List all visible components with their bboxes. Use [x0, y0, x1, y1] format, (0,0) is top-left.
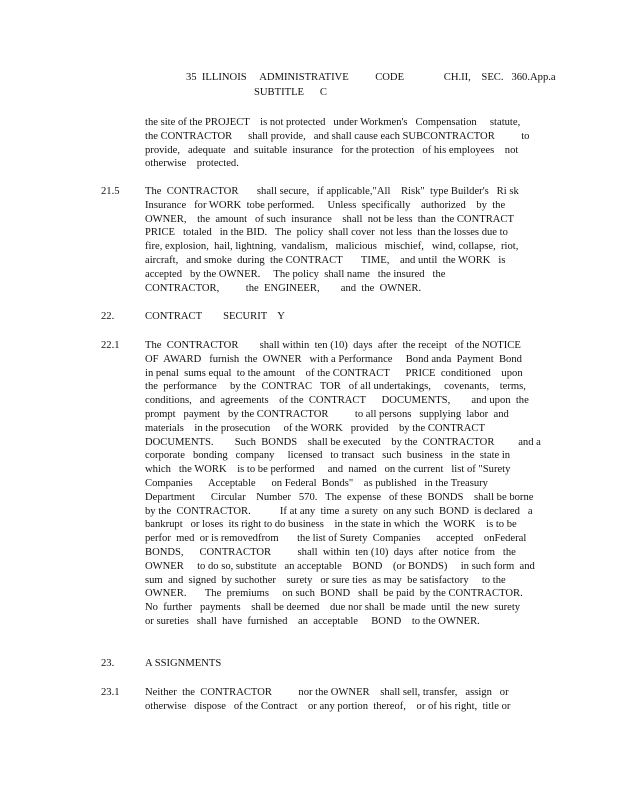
- text-line: the CONTRACTOR shall provide, and shall cause each SUBCONTRACTOR to: [145, 130, 530, 142]
- text-line: perfor med or is removedfrom the list of Surety Companies accepted onFederal: [145, 533, 527, 545]
- section-number-22: 22.: [101, 311, 115, 322]
- text-line: accepted by the OWNER. The policy shall name the insured the: [145, 268, 446, 280]
- text-line: OF AWARD furnish the OWNER with a Performance Bond anda Payment Bond: [145, 353, 522, 365]
- text-line: provide, adequate and suitable insurance for the protection of his employees not: [145, 144, 519, 156]
- text-line: CONTRACTOR, the ENGINEER, and the OWNER.: [145, 282, 422, 294]
- section-22-heading: CONTRACT SECURIT Y: [145, 311, 285, 322]
- section-number-21-5: 21.5: [101, 186, 120, 197]
- section-number-23-1: 23.1: [101, 687, 120, 698]
- text-line: Insurance for WORK tobe performed. Unless specifically authorized by the: [145, 199, 506, 211]
- text-line: DOCUMENTS. Such BONDS shall be executed by the CONTRACTOR and a: [145, 436, 541, 448]
- text-line: by the CONTRACTOR. If at any time a surety on any such BOND is declared a: [145, 505, 533, 517]
- text-line: which the WORK is to be performed and named on the current list of "Surety: [145, 464, 511, 476]
- text-line: bankrupt or loses its right to do business in the state in which the WORK is to be: [145, 519, 517, 531]
- section-number-23: 23.: [101, 658, 115, 669]
- text-line: otherwise dispose of the Contract or any portion thereof, or of his right, title or: [145, 700, 511, 712]
- section-23-1-paragraph: [145, 686, 536, 714]
- section-22-1-paragraph: [145, 339, 541, 629]
- text-line: sum and signed by suchother surety or sure ties as may be satisfactory to the: [145, 574, 506, 586]
- text-line: conditions, and agreements of the CONTRACT DOCUMENTS, and upon the: [145, 395, 529, 407]
- text-line: BONDS, CONTRACTOR shall within ten (10) days after notice from the: [145, 546, 516, 558]
- page-header-line-1: 35 ILLINOIS ADMINISTRATIVE CODE CH.II, SEC. 360.App.a: [186, 72, 556, 83]
- text-line: corporate bonding company licensed to transact such business in the state in: [145, 450, 511, 462]
- text-line: Department Circular Number 570. The expense of these BONDS shall be borne: [145, 491, 534, 503]
- text-line: OWNER, the amount of such insurance shall not be less than the CONTRACT: [145, 213, 514, 225]
- text-line: Companies Acceptable on Federal Bonds" as published in the Treasury: [145, 477, 488, 489]
- text-line: in penal sums equal to the amount of the CONTRACT PRICE conditioned upon: [145, 367, 523, 379]
- section-21-5-paragraph: [145, 185, 536, 295]
- text-line: OWNER to do so, substitute an acceptable BOND (or BONDS) in such form and: [145, 560, 535, 572]
- text-line: otherwise protected.: [145, 158, 239, 170]
- text-line: PRICE totaled in the BID. The policy shall cover not less than the losses due to: [145, 227, 508, 239]
- section-23-heading: A SSIGNMENTS: [145, 658, 222, 669]
- text-line: prompt payment by the CONTRACTOR to all persons supplying labor and: [145, 408, 509, 420]
- text-line: OWNER. The premiums on such BOND shall be paid by the CONTRACTOR.: [145, 588, 523, 600]
- text-line: or sureties shall have furnished an acceptable BOND to the OWNER.: [145, 615, 480, 627]
- text-line: Neither the CONTRACTOR nor the OWNER shall sell, transfer, assign or: [145, 687, 509, 698]
- text-line: No further payments shall be deemed due nor shall be made until the new surety: [145, 602, 521, 614]
- page-header-line-2: SUBTITLE C: [254, 87, 327, 98]
- text-line: The CONTRACTOR shall within ten (10) days after the receipt of the NOTICE: [145, 340, 521, 351]
- text-line: the site of the PROJECT is not protected under Workmen's Compensation statute,: [145, 117, 521, 128]
- text-line: aircraft, and smoke during the CONTRACT TIME, and until the WORK is: [145, 254, 506, 266]
- text-line: fire, explosion, hail, lightning, vandalism, malicious mischief, wind, collapse, riot,: [145, 241, 519, 253]
- text-line: the performance by the CONTRAC TOR of all undertakings, covenants, terms,: [145, 381, 526, 393]
- intro-paragraph: [145, 116, 536, 171]
- text-line: materials in the prosecution of the WORK provided by the CONTRACT: [145, 422, 485, 434]
- section-number-22-1: 22.1: [101, 340, 120, 351]
- text-line: The CONTRACTOR shall secure, if applicable,"All Risk" type Builder's Ri sk: [145, 186, 519, 197]
